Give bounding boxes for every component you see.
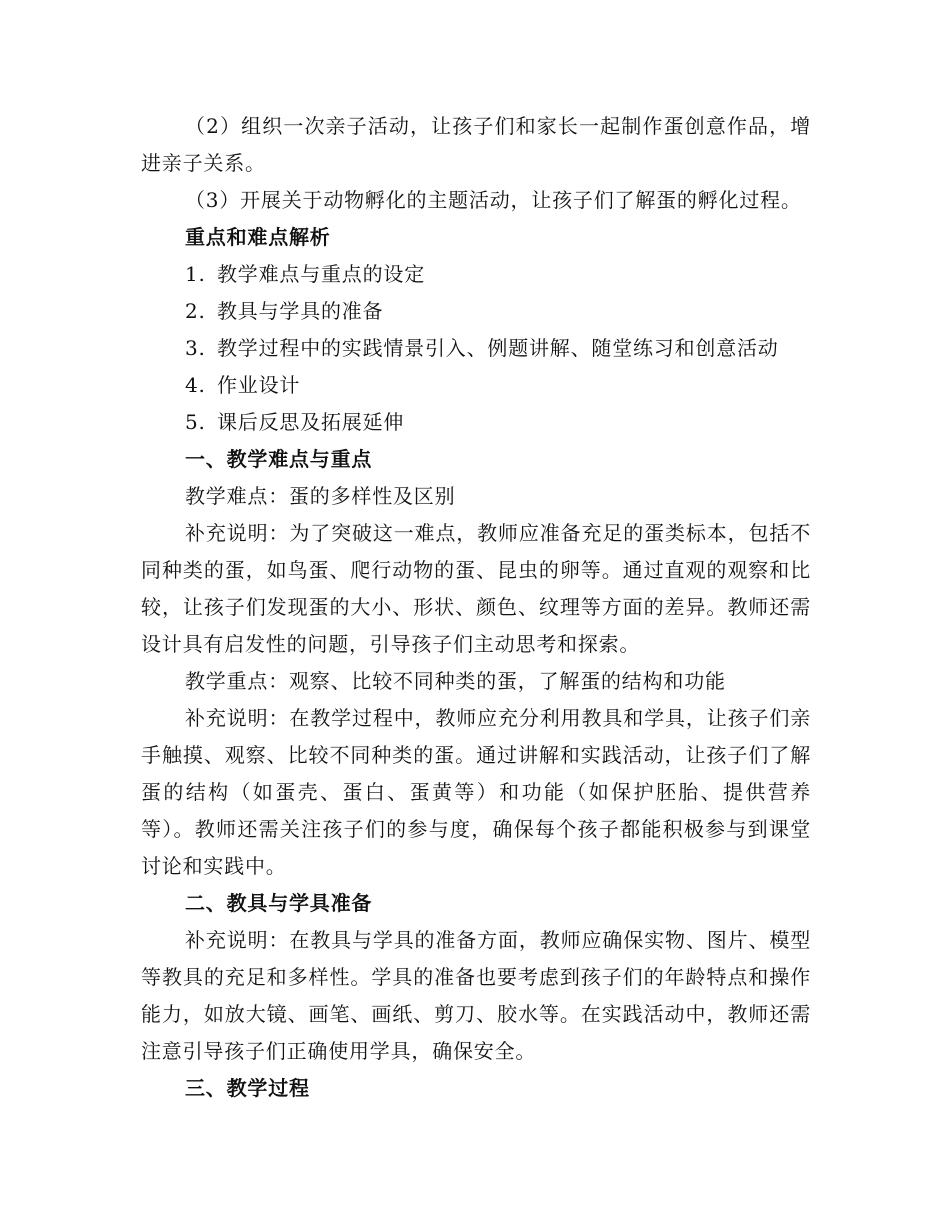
section-3-heading: 三、教学过程 xyxy=(185,1076,310,1100)
list-item xyxy=(141,404,811,441)
list-item xyxy=(141,256,811,293)
list-item-text: 教具与学具的准备 xyxy=(217,299,384,323)
list-item-text: 作业设计 xyxy=(217,373,301,397)
section-1-heading: 一、教学难点与重点 xyxy=(185,447,373,471)
list-item-number: 1. xyxy=(185,262,206,286)
list-item xyxy=(141,367,811,404)
difficulty-note: 补充说明：为了突破这一难点，教师应准备充足的蛋类标本，包括不同种类的蛋，如鸟蛋、爬行动物的蛋、昆虫的卵等。通过直观的观察和比较，让孩子们发现蛋的大小、形状、颜色、纹理等方面的差异。教师还需设计具有启发性的问题，引导孩子们主动思考和探索。 xyxy=(141,521,811,656)
preparation-note: 补充说明：在教具与学具的准备方面，教师应确保实物、图片、模型等教具的充足和多样性。学具的准备也要考虑到孩子们的年龄特点和操作能力，如放大镜、画笔、画纸、剪刀、胶水等。在实践活动中，教师还需注意引导孩子们正确使用学具，确保安全。 xyxy=(141,928,811,1063)
list-item-number: 5. xyxy=(185,410,206,434)
key-point-line: 教学重点：观察、比较不同种类的蛋，了解蛋的结构和功能 xyxy=(185,669,726,693)
list-item-number: 4. xyxy=(185,373,206,397)
list-item-text: 教学过程中的实践情景引入、例题讲解、随堂练习和创意活动 xyxy=(217,336,779,360)
paragraph-activity-3: （3）开展关于动物孵化的主题活动，让孩子们了解蛋的孵化过程。 xyxy=(185,188,802,212)
analysis-heading: 重点和难点解析 xyxy=(185,225,331,249)
list-item-text: 教学难点与重点的设定 xyxy=(217,262,425,286)
difficulty-line: 教学难点：蛋的多样性及区别 xyxy=(185,484,456,508)
list-item-number: 2. xyxy=(185,299,206,323)
paragraph-activity-2: （2）组织一次亲子活动，让孩子们和家长一起制作蛋创意作品，增进亲子关系。 xyxy=(141,114,811,175)
key-point-note: 补充说明：在教学过程中，教师应充分利用教具和学具，让孩子们亲手触摸、观察、比较不同种类的蛋。通过讲解和实践活动，让孩子们了解蛋的结构（如蛋壳、蛋白、蛋黄等）和功能（如保护胚胎、提供营养等）。教师还需关注孩子们的参与度，确保每个孩子都能积极参与到课堂讨论和实践中。 xyxy=(141,706,811,878)
list-item-number: 3. xyxy=(185,336,206,360)
list-item xyxy=(141,293,811,330)
section-2-heading: 二、教具与学具准备 xyxy=(185,891,373,915)
document-body xyxy=(141,108,811,1107)
list-item-text: 课后反思及拓展延伸 xyxy=(217,410,405,434)
list-item xyxy=(141,330,811,367)
